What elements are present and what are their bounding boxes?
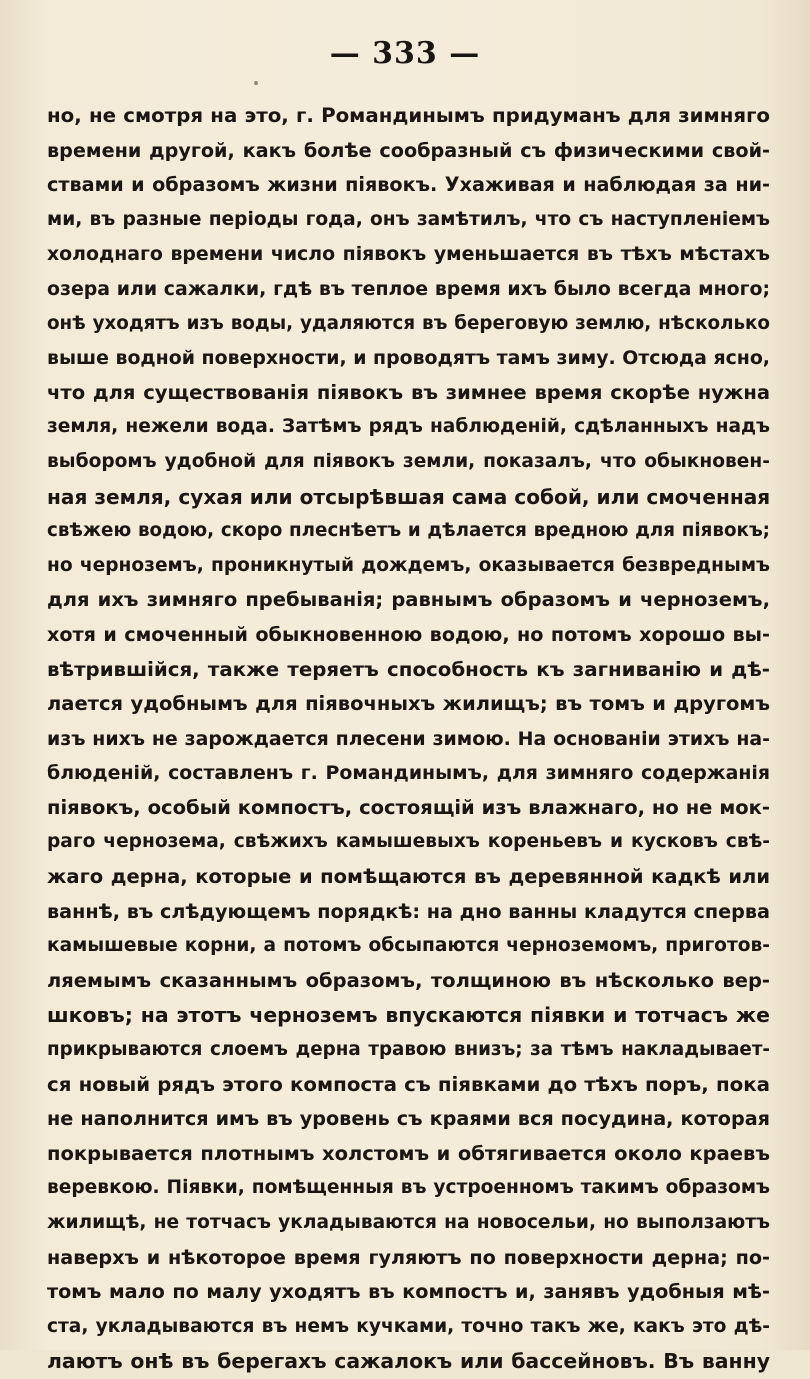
text-line: что для существованія піявокъ въ зимнее время скорѣе нужна bbox=[47, 380, 770, 404]
text-line: но, не смотря на это, г. Романдинымъ придуманъ для зимняго bbox=[47, 104, 770, 127]
text-line: томъ мало по малу уходятъ въ компостъ и, занявъ удобныя мѣ- bbox=[47, 1280, 770, 1304]
text-line: изъ нихъ не зарождается плесени зимою. На основаніи этихъ на- bbox=[47, 727, 770, 750]
text-line: ся новый рядъ этого компоста съ піявками до тѣхъ поръ, пока bbox=[47, 1072, 770, 1096]
text-line: ствами и образомъ жизни піявокъ. Ухаживая и наблюдая за ни- bbox=[47, 173, 770, 197]
page-number: — 333 — bbox=[329, 36, 481, 71]
text-line: холоднаго времени число піявокъ уменьшается въ тѣхъ мѣстахъ bbox=[47, 243, 770, 266]
text-line: выше водной поверхности, и проводятъ тамъ зиму. Отсюда ясно, bbox=[47, 347, 770, 370]
text-line: свѣжею водою, скоро плеснѣетъ и дѣлается вредною для піявокъ; bbox=[47, 520, 770, 542]
text-line: камышевые корни, а потомъ обсыпаются черноземомъ, приготов- bbox=[47, 935, 770, 957]
print-speck bbox=[254, 81, 258, 85]
text-line: для ихъ зимняго пребыванія; равнымъ образомъ и черноземъ, bbox=[47, 588, 770, 612]
text-line: лается удобнымъ для піявочныхъ жилищъ; въ томъ и другомъ bbox=[47, 692, 770, 716]
text-line: онѣ уходятъ изъ воды, удаляются въ береговую землю, нѣсколько bbox=[47, 312, 770, 334]
text-line: хотя и смоченный обыкновенною водою, но потомъ хорошо вы- bbox=[47, 622, 770, 646]
text-line: земля, нежели вода. Затѣмъ рядъ наблюденій, сдѣланныхъ надъ bbox=[47, 416, 770, 438]
text-line: шковъ; на этотъ черноземъ впускаются піявки и тотчасъ же bbox=[47, 1003, 770, 1028]
text-line: времени другой, какъ болѣе сообразный съ физическими свой- bbox=[47, 138, 770, 162]
text-line: жилищѣ, не тотчасъ укладываются на новосельи, но выползаютъ bbox=[47, 1212, 770, 1233]
text-line: выборомъ удобной для піявокъ земли, показалъ, что обыкновен- bbox=[47, 450, 770, 472]
body-text bbox=[47, 99, 770, 1379]
text-line: веревкою. Піявки, помѣщенныя въ устроенномъ такимъ образомъ bbox=[47, 1177, 770, 1199]
text-line: прикрываются слоемъ дерна травою внизъ; за тѣмъ накладывает- bbox=[47, 1039, 770, 1061]
text-line: жаго дерна, которые и помѣщаются въ деревянной кадкѣ или bbox=[47, 865, 770, 889]
text-line: піявокъ, особый компостъ, состоящій изъ влажнаго, но не мок- bbox=[47, 795, 770, 819]
text-line: не наполнится имъ въ уровень съ краями вся посудина, которая bbox=[47, 1107, 770, 1131]
text-line: ми, въ разные періоды года, онъ замѣтилъ, что съ наступленіемъ bbox=[47, 208, 770, 230]
text-line: раго чернозема, свѣжихъ камышевыхъ кореньевъ и кусковъ свѣ- bbox=[47, 831, 770, 853]
text-line: блюденій, составленъ г. Романдинымъ, для зимняго содержанія bbox=[47, 762, 770, 785]
text-line: ляемымъ сказаннымъ образомъ, толщиною въ нѣсколько вер- bbox=[47, 968, 770, 992]
text-line: ста, укладываются въ немъ кучками, точно такъ же, какъ это дѣ- bbox=[47, 1315, 770, 1337]
text-line: но черноземъ, проникнутый дождемъ, оказывается безвреднымъ bbox=[47, 554, 770, 576]
text-line: озера или сажалки, гдѣ въ теплое время ихъ было всегда много; bbox=[47, 277, 770, 300]
text-line: наверхъ и нѣкоторое время гуляютъ по поверхности дерна; по- bbox=[47, 1245, 770, 1269]
text-line: вѣтрившійся, также теряетъ способность къ загниванію и дѣ- bbox=[47, 657, 770, 681]
text-line: ная земля, сухая или отсырѣвшая сама собой, или смоченная bbox=[47, 484, 771, 509]
text-line: лаютъ онѣ въ берегахъ сажалокъ или бассейновъ. Въ ванну bbox=[47, 1349, 770, 1374]
text-line: покрывается плотнымъ холстомъ и обтягивается около краевъ bbox=[47, 1141, 770, 1165]
text-line: ваннѣ, въ слѣдующемъ порядкѣ: на дно ванны кладутся сперва bbox=[47, 899, 770, 923]
